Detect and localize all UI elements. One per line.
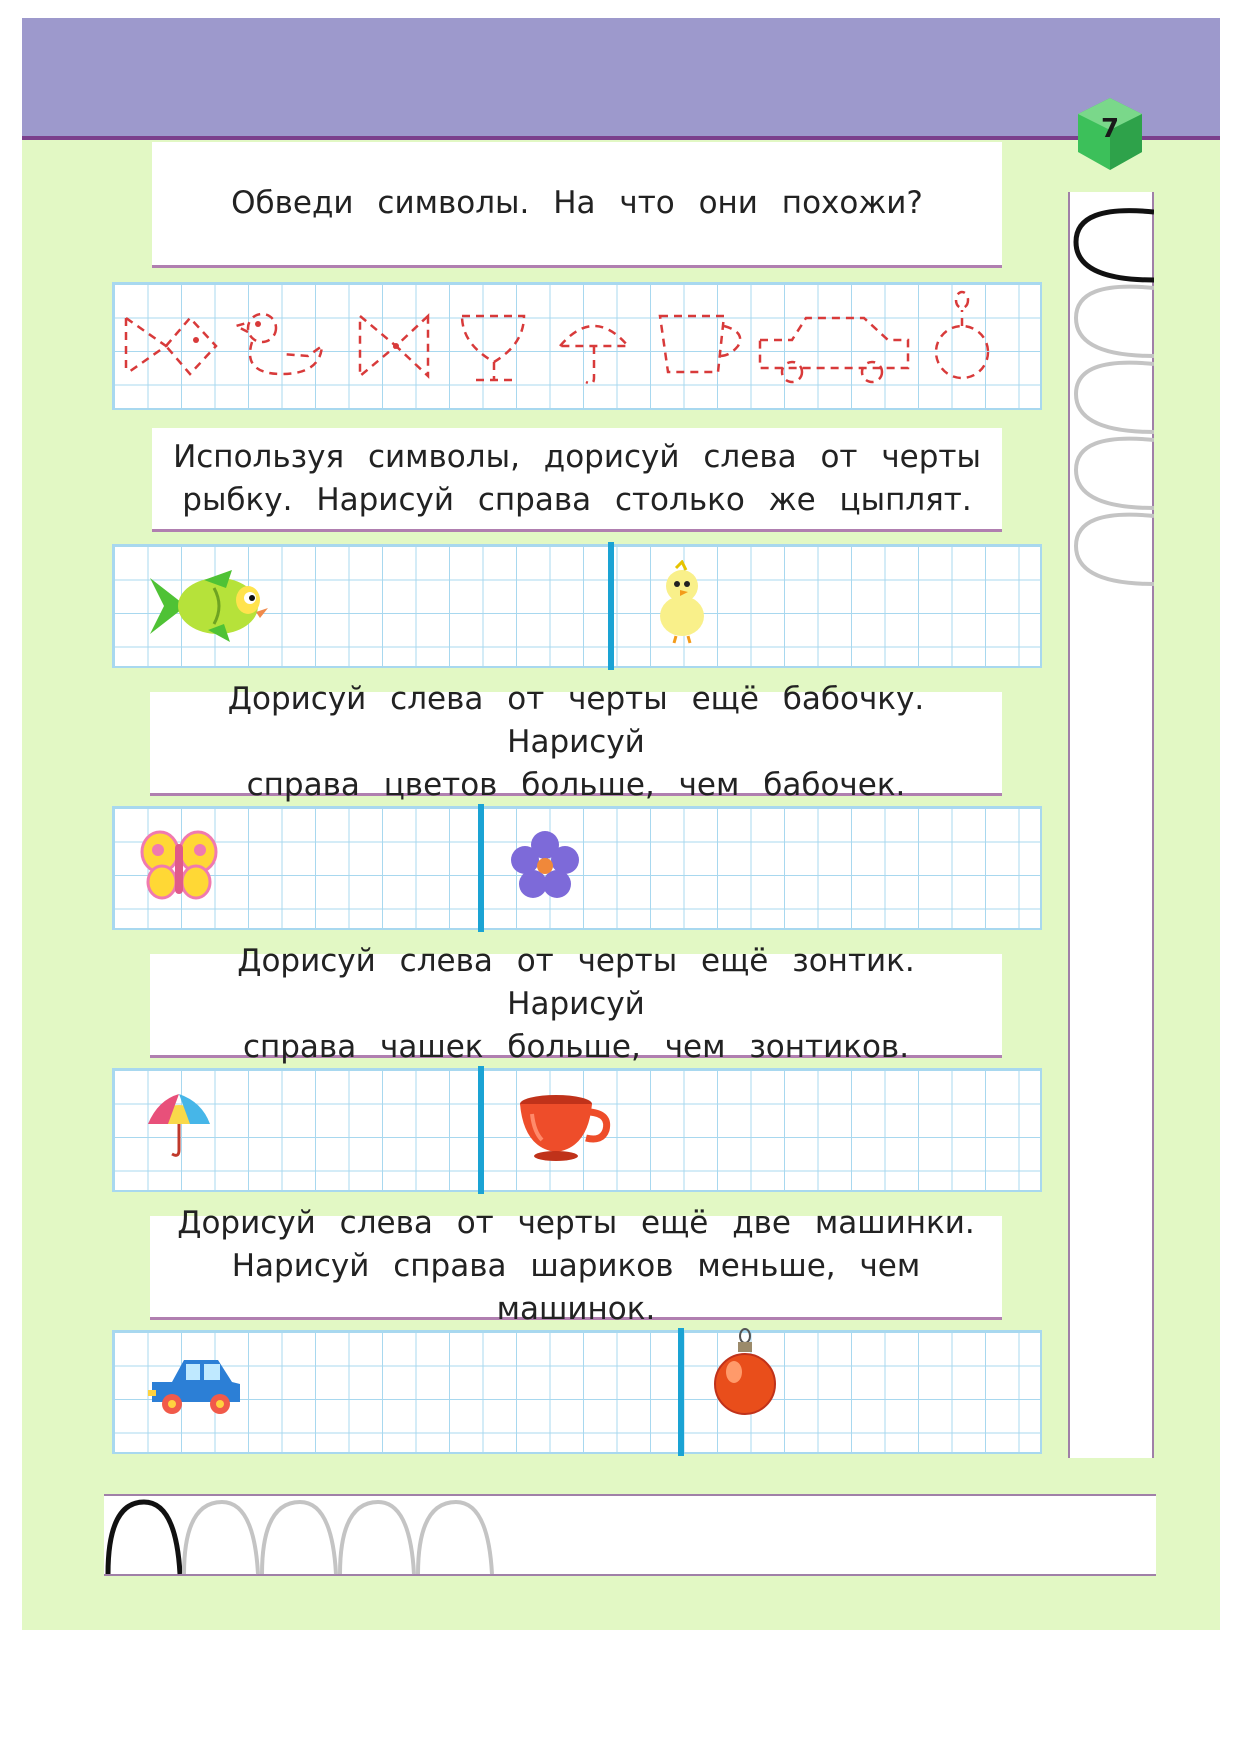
flower-icon xyxy=(510,830,580,900)
task-4-instruction xyxy=(150,943,1002,1065)
page-number: 7 xyxy=(1100,114,1120,144)
ball-ornament-symbol-icon[interactable] xyxy=(936,292,988,378)
trace-loop-guide-icon xyxy=(1076,515,1154,584)
task-5-line-2: Нарисуй справа шариков меньше, чем машинок. xyxy=(231,1248,921,1327)
umbrella-symbol-icon[interactable] xyxy=(560,326,628,383)
task-1-text: Обведи символы. На что они похожи? xyxy=(231,185,923,221)
trace-arch-guide-icon xyxy=(340,1502,414,1574)
task-5-instruction xyxy=(150,1205,1002,1327)
butterfly-symbol-icon[interactable] xyxy=(360,316,428,376)
glass-symbol-icon[interactable] xyxy=(462,316,524,380)
bottom-tracing-arches[interactable] xyxy=(104,1494,564,1576)
side-tracing-loops[interactable] xyxy=(1068,192,1154,612)
task-2-line-2: рыбку. Нарисуй справа столько же цыплят. xyxy=(182,481,972,518)
traceable-symbols[interactable] xyxy=(112,282,1042,410)
task-2-instruction xyxy=(152,428,1002,532)
task-4-divider xyxy=(478,1066,484,1194)
trace-loop-guide-icon xyxy=(1076,363,1154,432)
umbrella-icon xyxy=(144,1090,214,1160)
trace-loop-guide-icon xyxy=(1076,287,1154,356)
trace-arch-guide-icon xyxy=(262,1502,336,1574)
ornament-icon xyxy=(712,1328,778,1420)
task-5-grid[interactable] xyxy=(112,1330,1042,1454)
task-4-line-1: Дорисуй слева от черты ещё зонтик. Нарисуй xyxy=(237,943,915,1022)
car-symbol-icon[interactable] xyxy=(760,318,908,382)
task-3-line-1: Дорисуй слева от черты ещё бабочку. Нарисуй xyxy=(227,681,925,760)
fish-icon xyxy=(146,568,276,644)
task-1-instruction xyxy=(152,142,1002,268)
task-2-line-1: Используя символы, дорисуй слева от черты xyxy=(173,438,981,475)
task-3-line-2: справа цветов больше, чем бабочек. xyxy=(246,767,906,803)
trace-loop-guide-icon xyxy=(1076,439,1154,508)
cup-icon xyxy=(516,1092,612,1162)
fish-symbol-icon[interactable] xyxy=(126,318,216,374)
task-3-instruction xyxy=(150,681,1002,803)
duck-symbol-icon[interactable] xyxy=(236,314,322,374)
trace-arch-guide-icon xyxy=(418,1502,492,1574)
chick-icon xyxy=(654,560,710,644)
page-header-band xyxy=(22,18,1220,140)
butterfly-icon xyxy=(140,830,218,902)
task-5-divider xyxy=(678,1328,684,1456)
task-4-line-2: справа чашек больше, чем зонтиков. xyxy=(242,1029,910,1065)
task-3-divider xyxy=(478,804,484,932)
trace-arch-guide-icon xyxy=(184,1502,258,1574)
cup-symbol-icon[interactable] xyxy=(660,316,740,372)
traced-arch-icon xyxy=(108,1502,180,1574)
traced-loop-icon xyxy=(1076,211,1154,280)
task-2-divider xyxy=(608,542,614,670)
task-5-line-1: Дорисуй слева от черты ещё две машинки. xyxy=(177,1205,975,1241)
car-icon xyxy=(146,1356,244,1416)
